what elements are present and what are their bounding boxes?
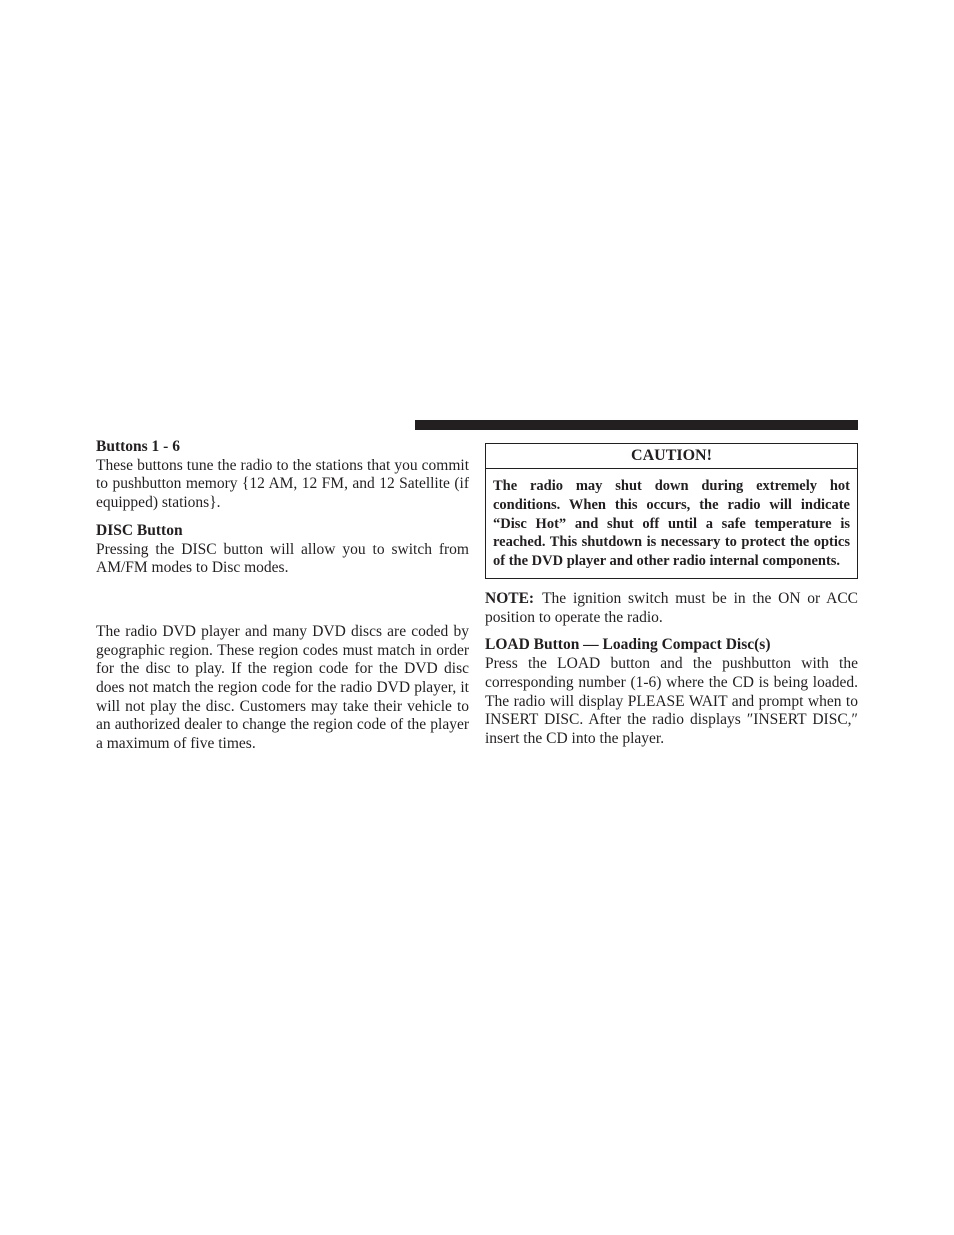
load-button-heading: LOAD Button — Loading Compact Disc(s)	[485, 636, 771, 654]
note-paragraph	[485, 590, 858, 627]
disc-button-paragraph: Pressing the DISC button will allow you to switch from AM/FM modes to Disc modes.	[96, 540, 469, 577]
left-column	[96, 438, 469, 754]
caution-title: CAUTION!	[486, 444, 857, 469]
note-text: The ignition switch must be in the ON or ACC position to operate the radio.	[485, 589, 858, 626]
section-header-bar	[415, 420, 858, 430]
buttons-heading: Buttons 1 - 6	[96, 438, 180, 455]
caution-box	[485, 443, 858, 579]
note-label: NOTE:	[485, 589, 535, 607]
region-code-paragraph: The radio DVD player and many DVD discs are coded by geographic region. These region codes must match in order for the disc to play. If the region code for the DVD disc does not match the region code for the radio DVD player, it will not play the disc. Customers may take their vehicle to an authorized dealer to change the region code of the player a maximum of five times.	[96, 622, 469, 753]
load-button-paragraph: Press the LOAD button and the pushbutton with the corresponding number (1-6) where the CD is being loaded. The radio will display PLEASE WAIT and prompt when to INSERT DISC. After the radio displays ″INSERT DISC,″ insert the CD into the player.	[485, 655, 858, 747]
disc-button-heading: DISC Button	[96, 521, 183, 539]
right-column	[485, 443, 858, 749]
caution-text: The radio may shut down during extremely hot conditions. When this occurs, the radio will indicate “Disc Hot” and shut off until a safe temperature is reached. This shutdown is necessary to protect the optics of the DVD player and other radio internal components.	[493, 478, 850, 570]
buttons-paragraph: These buttons tune the radio to the stations that you commit to pushbutton memory {12 AM, 12 FM, and 12 Satellite (if equipped) stations}.	[96, 456, 469, 512]
